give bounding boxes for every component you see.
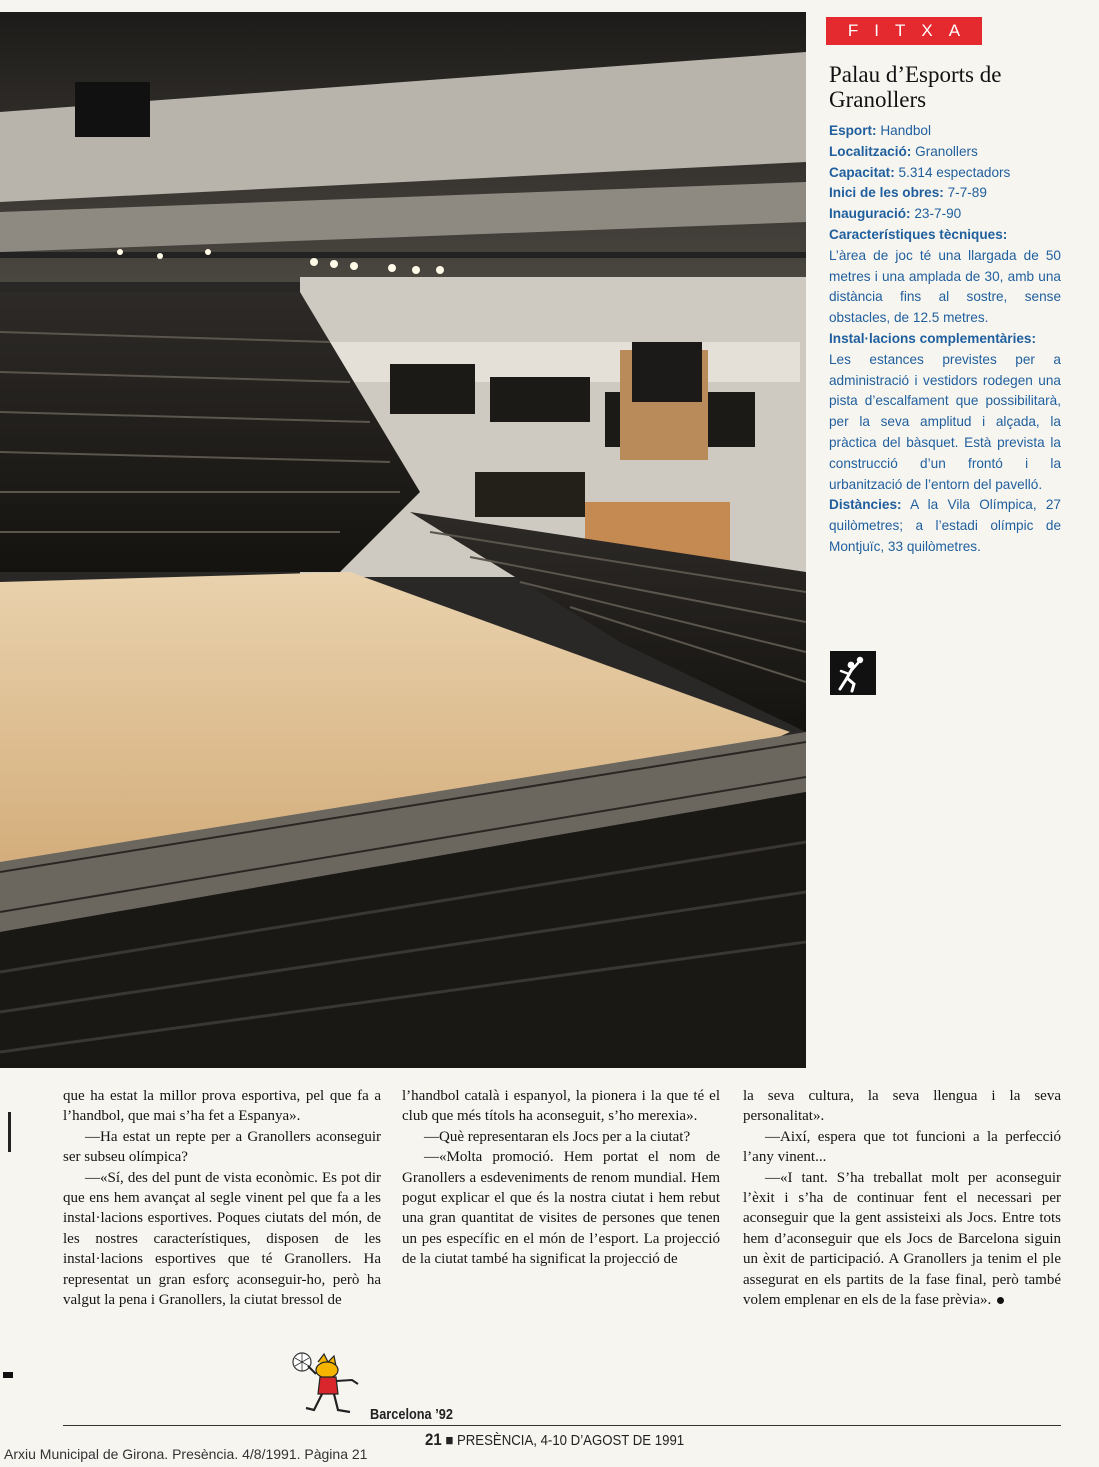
page-folio xyxy=(425,1430,684,1450)
page-number: 21 xyxy=(425,1430,442,1449)
fitxa-inauguracio: Inauguració: 23-7-90 xyxy=(829,206,962,222)
end-of-article-bullet-icon xyxy=(997,1297,1004,1304)
fitxa-details xyxy=(829,121,1061,558)
fitxa-localitzacio: Localització: Granollers xyxy=(829,143,978,159)
fitxa-installacions-text: Les estances previstes per a administració i vestidors rodegen una pista d’escalfament que possibilitarà, per la seva amplitud i alçada, la pràctica del bàsquet. Està prevista la construcció d’un frontó i la urbanització de l’entorn del pavelló. xyxy=(829,351,1061,492)
cobi-mascot-logo xyxy=(286,1350,366,1422)
article-column-1 xyxy=(63,1086,381,1310)
fitxa-distancies: Distàncies: A la Vila Olímpica, 27 quilòmetres; a l’estadi olímpic de Montjuïc, 33 quilòmetres. xyxy=(829,497,1061,554)
fitxa-capacitat: Capacitat: 5.314 espectadors xyxy=(829,164,1011,180)
fitxa-title: Palau d’Esports de Granollers xyxy=(829,62,1002,112)
article-column-2 xyxy=(402,1086,720,1270)
article-question: —Així, espera que tot funcioni a la perfecció l’any vinent... xyxy=(743,1128,1061,1166)
article-column-3 xyxy=(743,1086,1061,1310)
barcelona-92-brand: Barcelona ’92 xyxy=(370,1406,453,1423)
article-paragraph: —«Molta promoció. Hem portat el nom de Granollers a esdeveniments de renom mundial. Hem pogut explicar el que és la nostra ciutat i hem rebut una gran quantitat de visites de persones que tenen un pes específic en el món de l’esport. La projecció de la ciutat també ha significat la projecció de xyxy=(402,1149,720,1268)
fitxa-caracteristiques-label: Característiques tècniques: xyxy=(829,226,1008,242)
margin-mark xyxy=(8,1112,11,1152)
article-paragraph: la seva cultura, la seva llengua i la seva personalitat». xyxy=(743,1088,1061,1125)
article-paragraph: l’handbol català i espanyol, la pionera i la que té el club que més títols ha aconseguit, s’ho merexia». xyxy=(402,1088,720,1125)
article-question: —Què representaran els Jocs per a la ciutat? xyxy=(424,1128,691,1145)
handball-pictogram-icon xyxy=(830,651,876,695)
fitxa-installacions-label: Instal·lacions complementàries: xyxy=(829,330,1036,346)
fitxa-label: FITXA xyxy=(826,17,982,45)
arena-photograph xyxy=(0,12,806,1068)
archive-caption: Arxiu Municipal de Girona. Presència. 4/8/1991. Pàgina 21 xyxy=(4,1446,368,1462)
fitxa-inici: Inici de les obres: 7-7-89 xyxy=(829,185,987,201)
article-question: —Ha estat un repte per a Granollers aconseguir ser subseu olímpica? xyxy=(63,1128,381,1166)
folio-separator: ■ xyxy=(445,1432,454,1449)
fitxa-caracteristiques-text: L’àrea de joc té una llargada de 50 metres i una amplada de 30, amb una distància fins al sostre, sense obstacles, de 12.5 metres. xyxy=(829,247,1061,326)
fitxa-esport: Esport: Handbol xyxy=(829,123,931,138)
article-paragraph: —«I tant. S’ha treballat molt per aconseguir l’èxit i s’ha de continuar fent el necessari per aconseguir que la gent assisteixi als Jocs. Entre tots hem d’aconseguir que els Jocs de Barcelona siguin un èxit de participació. A Granollers ja tenim el ple assegurat en els partits de la fase final, però també volem emplenar en els de la fase prèvia». xyxy=(743,1169,1061,1309)
article-paragraph: que ha estat la millor prova esportiva, pel que fa a l’handbol, que mai s’ha fet a Espanya». xyxy=(63,1088,381,1125)
margin-mark xyxy=(3,1372,13,1378)
footer-rule xyxy=(63,1425,1061,1426)
article-paragraph: —«Sí, des del punt de vista econòmic. Es pot dir que ens hem avançat al segle vinent pel que fa a les instal·lacions esportives. Poques ciutats del món, de les nostres característiques, disposen de les instal·lacions esportives que té Granollers. Ha representat un gran esforç aconseguir-ho, però ha valgut la pena i Granollers, la ciutat bressol de xyxy=(63,1169,381,1309)
publication-line: PRESÈNCIA, 4-10 D’AGOST DE 1991 xyxy=(456,1432,685,1449)
